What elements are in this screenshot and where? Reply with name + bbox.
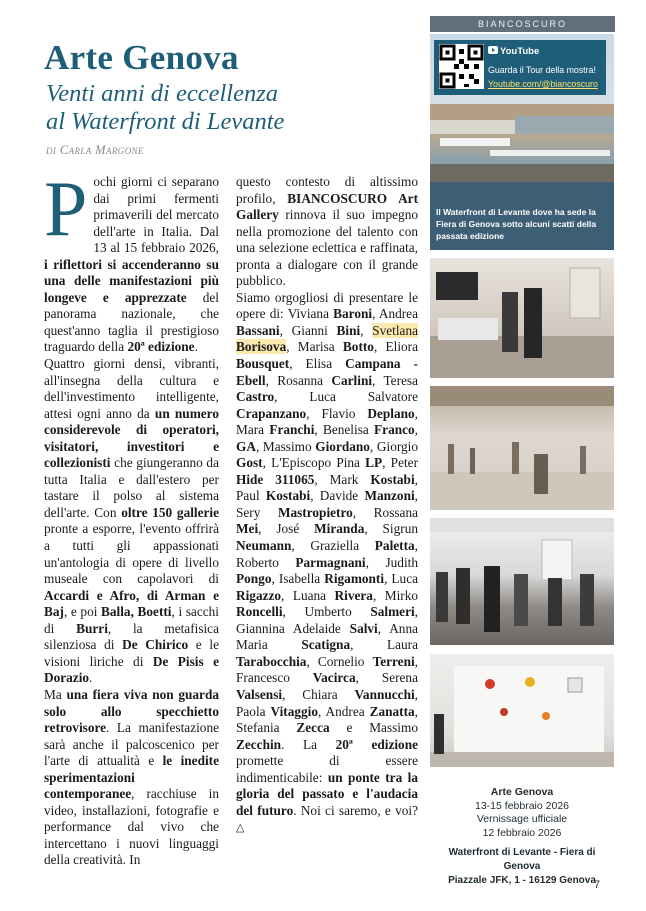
artist-first-name: Davide [319, 488, 365, 504]
paragraph-4 [236, 174, 418, 290]
page-number: 7 [594, 879, 601, 891]
artist-surname: Botto [342, 339, 374, 355]
artist-surname: Hide 311065 [236, 471, 315, 487]
artist-entry [236, 505, 353, 520]
artist-first-name: Mark [329, 471, 371, 487]
artist-first-name: Svetlana [372, 322, 419, 338]
artist-first-name: Rosanna [277, 372, 332, 388]
artist-surname: Baroni [333, 306, 373, 322]
artist-entry [236, 488, 310, 503]
text-run: e [329, 720, 370, 736]
bold-run: i riflettori si accenderanno su una delle manifestazioni più longeve e apprezzate [44, 256, 219, 305]
artist-surname: Manzoni [364, 488, 415, 504]
artist-surname: Campana - Ebell [236, 356, 418, 388]
artist-first-name: Massimo [262, 438, 316, 454]
event-info [429, 786, 615, 887]
text-run: . [89, 670, 93, 686]
artist-entry [321, 406, 414, 421]
text-run: ochi giorni ci separano dai primi fermenti primaverili del mercato dell'arte in Italia. Dal 13 al 15 febbraio 2026, [93, 174, 219, 256]
artist-first-name: José [276, 521, 315, 537]
artist-first-name: Marisa [297, 339, 343, 355]
text-run: promette di essere indimenticabile: [236, 753, 418, 785]
artist-first-name: Umberto [304, 604, 371, 620]
artist-surname: Zecca [296, 720, 330, 736]
article-column-2 [236, 174, 418, 837]
artist-surname: Roncelli [236, 604, 283, 620]
artist-first-name: Mara [236, 422, 270, 438]
artist-first-name: Francesco [236, 670, 313, 686]
artist-surname: Miranda [314, 521, 365, 537]
artist-entry [326, 704, 415, 719]
artist-first-name: Graziella [310, 538, 375, 554]
artist-first-name: Benelisa [322, 422, 375, 438]
artist-surname: LP [365, 455, 383, 471]
paragraph-3 [44, 687, 219, 869]
photo-crowd [430, 518, 614, 645]
text-run: . [194, 339, 198, 355]
text-run: , e poi [63, 604, 102, 620]
artist-first-name: Eliora [385, 339, 418, 355]
artist-surname: Tarabocchia [236, 653, 307, 669]
artist-surname: Bini [336, 322, 361, 338]
artist-first-name: Elisa [305, 356, 346, 372]
artist-first-name: Serena [381, 670, 418, 686]
bold-run: un numero considerevole di operatori, visitatori, investitori e collezionisti [44, 405, 219, 471]
artist-surname: Mei [236, 521, 259, 537]
bold-run: Accardi e Afro, di Arman e Baj [44, 587, 219, 620]
artist-surname: Rivera [334, 587, 373, 603]
artist-first-name: Giannina Adelaide [236, 620, 350, 636]
text-run: Quattro giorni densi, vibranti, all'insegna della cultura e dell'investimento intelligente, attesi ogni anno da [44, 356, 219, 421]
artist-first-name: Giorgio [376, 438, 419, 454]
artist-entry [302, 687, 414, 702]
text-run: Ma [44, 686, 67, 702]
artist-surname: Paletta [374, 538, 415, 554]
artist-surname: Borisova [236, 339, 287, 355]
artist-surname: Giordano [315, 438, 370, 454]
bold-run: oltre 150 gallerie [121, 504, 220, 520]
bold-run: De Pisis e Dorazio [44, 653, 219, 686]
artist-entry [323, 422, 415, 437]
artist-first-name: L'Episcopo Pina [271, 455, 366, 471]
artist-first-name: Anna Maria [236, 620, 418, 653]
artist-surname: Neumann [236, 538, 292, 554]
artist-first-name: Laura [386, 637, 418, 653]
artist-first-name: Roberto [236, 554, 296, 570]
artist-first-name: Chiara [302, 686, 355, 702]
crowd-illustration [430, 518, 614, 645]
artist-surname: Pongo [236, 571, 272, 587]
artist-surname: Gost [236, 455, 263, 471]
artist-surname: Franchi [269, 422, 315, 438]
artist-entry [236, 670, 356, 685]
artist-first-name: Gianni [291, 322, 337, 338]
brand-bar: BIANCOSCURO [430, 16, 615, 32]
artist-first-name: Judith [385, 554, 418, 570]
info-dates: 13-15 febbraio 2026 [475, 799, 569, 812]
photo-caption: Il Waterfront di Levante dove ha sede la Fiera di Genova sotto alcuni scatti della passata edizione [436, 207, 597, 241]
artist-first-name: Luca Salvatore [309, 389, 418, 405]
qr-pattern [439, 44, 484, 89]
artist-entry [276, 521, 364, 536]
artist-surname: Parmagnani [295, 554, 366, 570]
artist-entry [318, 654, 415, 669]
artist-first-name: Cornelio [317, 653, 373, 669]
artist-entry [304, 604, 414, 619]
artist-surname: Vitaggio [270, 703, 318, 719]
artist-entry [236, 422, 314, 437]
text-run: , i sacchi di [44, 604, 219, 636]
artist-surname: Carlini [331, 372, 373, 388]
artist-first-name: Andrea [378, 306, 418, 322]
artist-surname: Kostabi [370, 471, 415, 487]
artist-entry [320, 488, 415, 503]
artist-first-name: Sery [236, 504, 278, 520]
artist-surname: Rigazzo [236, 587, 282, 603]
artist-entry [298, 339, 374, 354]
bold-run: Burri [76, 620, 108, 636]
paragraph-1 [44, 165, 219, 356]
artist-surname: Valsensi [236, 686, 283, 702]
artist-entry [277, 373, 372, 388]
artist-entry [236, 439, 256, 454]
artist-surname: Zanatta [369, 703, 415, 719]
artist-entry [236, 555, 366, 570]
artist-first-name: Andrea [325, 703, 370, 719]
qr-code-icon[interactable] [439, 44, 484, 89]
artist-surname: Bassani [236, 322, 280, 338]
text-run: , racchiuse in video, installazioni, fotografie e performance dal vivo che intercettano i nuovi linguaggi della creatività. In [44, 786, 219, 868]
artist-first-name: Luca [391, 571, 418, 587]
artist-surname: Scatigna [301, 637, 351, 653]
artist-surname: Rigamonti [324, 571, 385, 587]
text-run: . Noi ci saremo, e voi? [293, 802, 418, 818]
photo-sculpture-hall [430, 386, 614, 510]
paragraph-2 [44, 356, 219, 687]
artist-surname: Salvi [349, 620, 378, 636]
info-address: Piazzale JFK, 1 - 16129 Genova [448, 874, 596, 886]
artist-entry [236, 621, 378, 636]
artist-entry [293, 588, 373, 603]
artist-surname: Bousquet [236, 356, 290, 372]
text-run: che giungeranno da tutta Italia e dall'estero per tastare il polso al sistema dell'arte. Con [44, 455, 219, 520]
text-run: del panorama nazionale, che quest'anno taglia il prestigioso traguardo della [44, 289, 219, 355]
info-title: Arte Genova [490, 786, 554, 798]
artist-surname: Salmeri [370, 604, 415, 620]
paragraph-5 [236, 290, 418, 837]
bold-run: 20ª edizione [127, 339, 195, 355]
artist-first-name: Teresa [383, 372, 418, 388]
youtube-play-icon [488, 45, 498, 55]
bold-run: Balla, Boetti [101, 604, 172, 620]
artist-first-name: Massimo [369, 720, 418, 736]
artist-first-name: Paola [236, 703, 271, 719]
text-run: , la metafisica silenziosa di [44, 620, 219, 653]
text-run: Siamo orgogliosi di presentare le opere di: [236, 289, 418, 322]
artist-surname: Zecchin [236, 736, 282, 752]
sculpture-illustration [430, 386, 614, 510]
artist-surname: Vannucchi [354, 686, 415, 702]
artist-entry [236, 720, 330, 735]
youtube-link[interactable]: Youtube.com/@biancoscuro [488, 79, 598, 89]
byline-text: di Carla Margone [46, 143, 144, 157]
artist-entry [288, 306, 372, 321]
artist-first-name: Isabella [278, 571, 325, 587]
artist-entry [279, 571, 384, 586]
artist-entry [236, 704, 318, 719]
subtitle-line-1: Venti anni di eccellenza [46, 80, 278, 107]
bold-run: le inedite sperimentazioni contemporanee [44, 753, 219, 802]
text-run: . La manifestazione sarà anche il palcoscenico per l'arte di attualità e [44, 720, 219, 769]
photo-gallery-wall [430, 654, 614, 767]
article-column-1 [44, 165, 220, 869]
artist-entry [310, 538, 414, 553]
drop-cap: P [44, 165, 88, 252]
text-run: questo contesto di altissimo profilo, [236, 174, 418, 206]
gallery-name: BIANCOSCURO Art Gallery [236, 190, 419, 223]
artist-first-name: Paul [236, 488, 266, 504]
gallery-wall-illustration [430, 654, 614, 767]
artist-entry [330, 472, 415, 487]
artist-first-name: Rossana [373, 504, 418, 520]
booth-illustration [430, 258, 614, 378]
photo-booth-visitors [430, 258, 614, 378]
article-title: Arte Genova [44, 38, 239, 77]
artist-first-name: Stefania [236, 720, 297, 736]
artist-surname: Franco [374, 422, 415, 438]
artist-surname: Kostabi [265, 488, 311, 504]
artist-surname: Vacirca [312, 670, 356, 686]
tour-text: Guarda il Tour della mostra! [488, 65, 596, 75]
artist-surname: GA [236, 438, 256, 454]
artist-first-name: Luana [292, 587, 335, 603]
author-byline [46, 143, 144, 158]
text-run: . La [281, 736, 336, 752]
artist-surname: Terreni [372, 653, 415, 669]
bold-run: 20ª edizione [335, 736, 418, 752]
artist-entry [271, 455, 382, 470]
info-vernissage: Vernissage ufficiale [476, 813, 568, 826]
youtube-label: YouTube [500, 46, 540, 57]
artist-surname: Deplano [367, 405, 415, 421]
artist-first-name: Sigrun [382, 521, 418, 537]
info-vernissage-date: 12 febbraio 2026 [482, 826, 562, 839]
artist-list: Viviana Baroni, Andrea Bassani, Gianni Bini, Svetlana Borisova, Marisa Botto, Eliora Bousquet, Elisa Campana - Ebell, Rosanna Carlini, Teresa Castro, Luca Salvatore Crapanzano, Flavio Deplano, Mara Franchi, Benelisa Franco, GA, Massimo Giordano, Giorgio Gost, L'Episcopo Pina LP, Peter Hide 311065, Mark Kostabi, Paul Kostabi, Davide Manzoni, Sery Mastropietro, Rossana Mei, José Miranda, Sigrun Neumann, Graziella Paletta, Roberto Parmagnani, Judith Pongo, Isabella Rigamonti, Luca Rigazzo, Luana Rivera, Mirko Roncelli, Umberto Salmeri, Giannina Adelaide Salvi, Anna Maria Scatigna, Laura Tarabocchia, Cornelio Terreni, Francesco Vacirca, Serena Valsensi, Chiara Vannucchi, Paola Vitaggio, Andrea Zanatta, Stefania Zecca [236, 306, 419, 736]
artist-first-name: Peter [390, 455, 418, 471]
subtitle-line-2: al Waterfront di Levante [46, 108, 285, 135]
text-run: rinnova il suo impegno nella promozione del talento con una selezione eclettica e raffinata, pronta a dialogare con il grande pubblico. [236, 207, 418, 289]
end-of-article-triangle-icon: △ [236, 822, 245, 835]
artist-surname: Mastropietro [277, 504, 353, 520]
text-run: e le visioni liriche di [44, 637, 219, 669]
artist-entry [292, 323, 361, 338]
text-run: pronte a esporre, l'evento offrirà a tutti gli appassionati un'antologia di opere di livello museale con capolavori di [44, 521, 219, 587]
bold-run: un ponte tra la gloria del passato e l'audacia del futuro [236, 769, 419, 818]
bold-run: una fiera viva non guarda solo allo specchietto retrovisore [44, 686, 219, 736]
info-place: Waterfront di Levante - Fiera di Genova [448, 847, 596, 872]
artist-first-name: Viviana [287, 306, 334, 322]
artist-surname: Crapanzano [236, 405, 307, 421]
artist-surname: Castro [236, 389, 275, 405]
artist-first-name: Mirko [384, 587, 418, 603]
article-subtitle [46, 80, 426, 136]
artist-entry [263, 439, 370, 454]
bold-run: De Chirico [122, 637, 189, 653]
artist-first-name: Flavio [321, 405, 368, 421]
